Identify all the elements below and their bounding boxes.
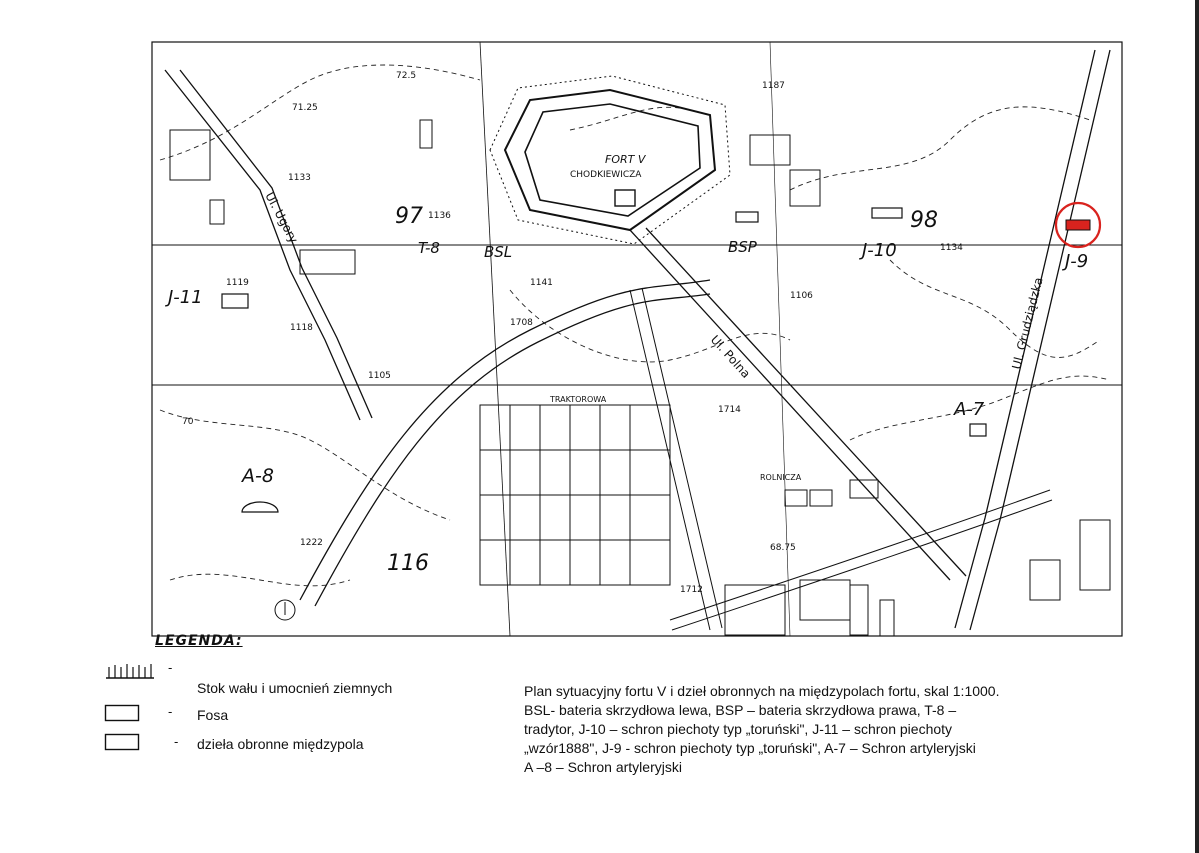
- label-a8: A-8: [242, 465, 274, 487]
- site-plan-map: [150, 40, 1125, 640]
- label-t8: T-8: [418, 239, 440, 257]
- legend-dash: -: [168, 704, 173, 719]
- contour-7125: 71.25: [292, 103, 318, 113]
- street-traktorowa-label: TRAKTOROWA: [550, 395, 607, 404]
- slope-hatch-icon: [104, 658, 156, 682]
- label-j9: J-9: [1065, 251, 1089, 272]
- marker-97: 97: [395, 204, 423, 229]
- label-a7: A-7: [954, 399, 985, 420]
- contour-725: 72.5: [396, 71, 417, 81]
- description-line: BSL- bateria skrzydłowa lewa, BSP – bateria skrzydłowa prawa, T-8 –: [524, 702, 957, 718]
- survey-line: [480, 42, 513, 636]
- legend-title: LEGENDA:: [155, 633, 243, 649]
- parcel-1118: 1118: [290, 323, 313, 333]
- street-polna-label: Ul. Polna: [707, 332, 754, 381]
- label-j10: J-10: [862, 240, 897, 261]
- fort-v: [490, 76, 730, 244]
- rectangle-icon: [104, 704, 140, 722]
- street-grudziadzka-label: Ul. Grudziądzka: [1009, 275, 1046, 371]
- contour-6875: 68.75: [770, 543, 796, 553]
- parcel-1187: 1187: [762, 81, 785, 91]
- legend-label-slope: Stok wału i umocnień ziemnych: [197, 680, 393, 696]
- parcel-1708: 1708: [510, 318, 533, 328]
- fort-name-line2: CHODKIEWICZA: [570, 170, 642, 180]
- parcel-1105: 1105: [368, 371, 391, 381]
- road-polna: [630, 228, 966, 580]
- parcel-1119: 1119: [226, 278, 249, 288]
- j9-highlight: [1056, 203, 1100, 247]
- street-rolnicza-label: ROLNICZA: [760, 473, 802, 482]
- contour-70: 70: [182, 417, 194, 427]
- legend-label-dziela: dzieła obronne międzypola: [197, 736, 364, 752]
- legend-dash: -: [174, 734, 179, 749]
- label-bsp: BSP: [728, 238, 757, 256]
- description-line: tradytor, J-10 – schron piechoty typ „toruński", J-11 – schron piechoty: [524, 721, 953, 737]
- parcel-1106: 1106: [790, 291, 813, 301]
- parcel-1222: 1222: [300, 538, 323, 548]
- scan-edge: [1195, 0, 1199, 853]
- description-line: A –8 – Schron artyleryjski: [524, 759, 682, 775]
- map-description: [524, 682, 1124, 777]
- rectangle-icon: [104, 733, 140, 751]
- parcel-1134: 1134: [940, 243, 963, 253]
- description-line: Plan sytuacyjny fortu V i dzieł obronnych na międzypolach fortu, skal 1:1000.: [524, 683, 1000, 699]
- marker-116: 116: [387, 551, 429, 576]
- buildings: [170, 120, 1110, 636]
- parcel-1141: 1141: [530, 278, 553, 288]
- road-curved: [300, 280, 710, 606]
- label-j11: J-11: [168, 287, 203, 308]
- north-sign-icon: [275, 600, 295, 620]
- parcel-1712: 1712: [680, 585, 703, 595]
- railway: [630, 288, 1052, 630]
- parcel-1714: 1714: [718, 405, 741, 415]
- label-bsl: BSL: [484, 243, 513, 261]
- legend-label-fosa: Fosa: [197, 707, 229, 723]
- fort-name-line1: FORT V: [605, 153, 646, 166]
- housing-grid: [480, 405, 670, 585]
- parcel-1136: 1136: [428, 211, 451, 221]
- road-grudziadzka: [955, 50, 1110, 630]
- marker-98: 98: [910, 208, 938, 233]
- street-ugory-label: Ul. Ugory: [262, 189, 301, 246]
- legend-dash: -: [168, 660, 173, 675]
- map-drawing: [150, 40, 1125, 640]
- parcel-1133: 1133: [288, 173, 311, 183]
- description-line: „wzór1888", J-9 - schron piechoty typ „toruński", A-7 – Schron artyleryjski: [524, 740, 976, 756]
